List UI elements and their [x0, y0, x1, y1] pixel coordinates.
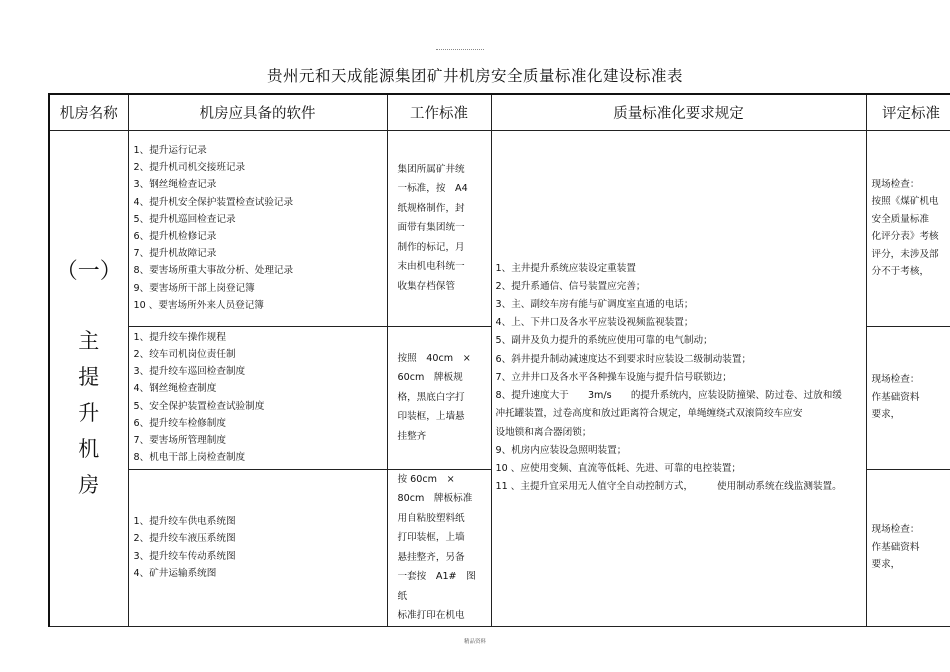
list-item: 4、上、下井口及各水平应装设视频监视装置；	[495, 317, 694, 329]
footer-note: 精品资料	[463, 639, 486, 645]
list-item: 1、提升绞车供电系统图	[133, 516, 236, 528]
list-item: 1、提升绞车操作规程	[133, 331, 226, 343]
list-item: 5、副井及负力提升的系统应使用可靠的电气制动；	[495, 335, 713, 347]
list-item: 8、机电干部上岗检查制度	[133, 452, 246, 464]
list-item: 2、提升绞车液压系统图	[133, 533, 236, 545]
software-cell	[128, 469, 387, 626]
list-item: 6、提升机检修记录	[133, 231, 217, 242]
list-item: 3、主、副绞车房有能与矿调度室直通的电话；	[495, 299, 694, 311]
header-quality-requirements: 质量标准化要求规定	[491, 94, 866, 130]
evaluation-cell: 现场检查： 按照《煤矿机电 安全质量标准 化评分表》考核 评分，未涉及部 分不于考核，	[866, 130, 950, 326]
room-name-cell	[49, 130, 128, 626]
header-row	[49, 94, 950, 130]
page-title: 贵州元和天成能源集团矿井机房安全质量标准化建设标准表	[266, 67, 683, 85]
header-software: 机房应具备的软件	[128, 94, 387, 130]
list-item: 2、提升机司机交接班记录	[133, 162, 246, 174]
list-item: 4、提升机安全保护装置检查试验记录	[133, 196, 294, 208]
software-list	[129, 513, 387, 582]
header-room-name: 机房名称	[49, 94, 128, 130]
header-work-standard: 工作标准	[387, 94, 491, 130]
evaluation-cell: 现场检查： 作基础资料 要求，	[866, 326, 950, 469]
list-item: 5、提升机巡回检查记录	[133, 213, 236, 225]
list-item: 3、提升绞车传动系统图	[133, 550, 236, 562]
list-item: 4、钢丝绳检查制度	[133, 383, 217, 395]
top-dotted-rule	[436, 49, 484, 50]
list-item: 8、要害场所重大事故分析、处理记录	[133, 265, 294, 277]
header-evaluation: 评定标准	[866, 94, 950, 130]
list-item: 5、安全保护装置检查试验制度	[133, 400, 265, 412]
table-row	[49, 130, 950, 326]
work-standard-cell: 集团所属矿井统 一标准，按 A4 纸规格制作，封 面带有集团统一 制作的标记，月 末由机电科统一 收集存档保管	[387, 130, 491, 326]
list-item: 6、斜井提升制动减速度达不到要求时应装设二级制动装置；	[495, 353, 752, 365]
software-cell	[128, 130, 387, 326]
list-item: 9、机房内应装设急照明装置；	[495, 444, 627, 456]
software-cell	[128, 326, 387, 469]
software-list	[129, 142, 387, 314]
standards-table	[48, 93, 950, 627]
list-item: 3、钢丝绳检查记录	[133, 179, 217, 191]
work-standard-cell: 按 60cm × 80cm 牌板标准 用自粘胶塑料纸 打印装框，上墙 悬挂整齐，另备 一套按 A1# 图纸 标准打印在机电	[387, 469, 491, 626]
list-item: 7、立井井口及各水平各种操车设施与提升信号联锁边；	[495, 371, 732, 383]
list-item: 1、主井提升系统应装设定重装置	[495, 262, 636, 274]
room-name: 主 提 升 机 房	[78, 328, 100, 497]
list-item: 10 、要害场所外来人员登记簿	[133, 299, 264, 311]
list-item: 设地锁和离合器闭锁；	[495, 426, 592, 438]
room-number: （一）	[55, 258, 122, 284]
list-item: 7、要害场所管理制度	[133, 434, 226, 446]
list-item: 9、要害场所干部上岗登记簿	[133, 282, 255, 294]
list-item: 6、提升绞车检修制度	[133, 417, 226, 429]
software-list	[129, 329, 387, 467]
list-item: 1、提升运行记录	[133, 144, 207, 156]
list-item: 10 、应使用变频、直流等低耗、先进、可靠的电控装置；	[495, 462, 742, 474]
evaluation-cell: 现场检查： 作基础资料 要求，	[866, 469, 950, 626]
list-item: 3、提升绞车巡回检查制度	[133, 366, 246, 378]
work-standard-cell: 按照 40cm × 60cm 牌板规 格，黑底白字打 印装框，上墙悬 挂整齐	[387, 326, 491, 469]
list-item: 4、矿井运输系统图	[133, 567, 217, 579]
list-item: 11 、主提升宜采用无人值守全自动控制方式， 使用制动系统在线监测装置。	[495, 481, 842, 493]
list-item: 8、提升速度大于 3m/s 的提升系统内，应装设防撞梁、防过卷、过放和缓	[495, 390, 842, 402]
list-item: 2、绞车司机岗位责任制	[133, 348, 236, 360]
list-item: 7、提升机故障记录	[133, 248, 217, 260]
list-item: 冲托罐装置，过卷高度和放过距离符合规定，单绳缠绕式双滚筒绞车应安	[495, 408, 803, 420]
list-item: 2、提升系通信、信号装置应完善；	[495, 280, 646, 292]
quality-requirements-cell	[491, 130, 866, 626]
